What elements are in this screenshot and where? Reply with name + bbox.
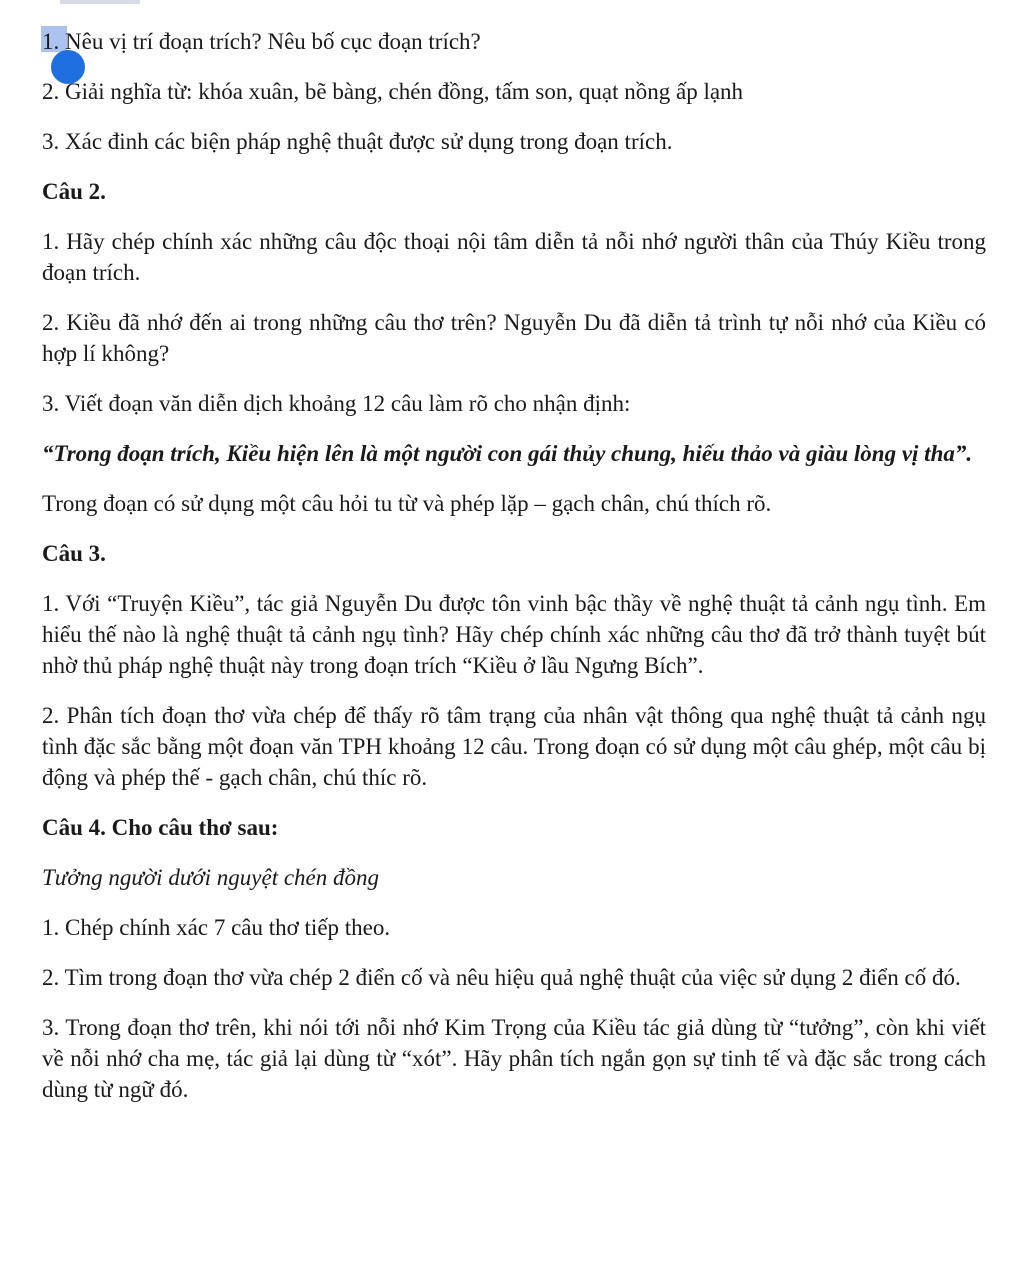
question-3-2: 2. Phân tích đoạn thơ vừa chép để thấy rõ tâm trạng của nhân vật thông qua nghệ thuật tả cảnh ngụ tình đặc sắc bằng một đoạn văn TPH khoảng 12 câu. Trong đoạn có sử dụng một câu ghép, một câu bị động và phép thế - gạch chân, chú thíc rõ.: [42, 703, 986, 790]
question-1-3: 3. Xác đinh các biện pháp nghệ thuật được sử dụng trong đoạn trích.: [42, 129, 673, 154]
question-2-3-note: Trong đoạn có sử dụng một câu hỏi tu từ và phép lặp – gạch chân, chú thích rõ.: [42, 491, 772, 516]
question-4-2: 2. Tìm trong đoạn thơ vừa chép 2 điển cố và nêu hiệu quả nghệ thuật của việc sử dụng 2 điển cố đó.: [42, 965, 961, 990]
question-3-1: 1. Với “Truyện Kiều”, tác giả Nguyễn Du được tôn vinh bậc thầy về nghệ thuật tả cảnh ngụ tình. Em hiểu thế nào là nghệ thuật tả cảnh ngụ tình? Hãy chép chính xác những câu thơ đã trở thành tuyệt bút nhờ thủ pháp nghệ thuật này trong đoạn trích “Kiều ở lầu Ngưng Bích”.: [42, 591, 986, 678]
top-strip: [60, 0, 140, 4]
document-body: [42, 26, 986, 1105]
question-2-1: 1. Hãy chép chính xác những câu độc thoại nội tâm diễn tả nỗi nhớ người thân của Thúy Kiều trong đoạn trích.: [42, 229, 986, 285]
question-2-3: 3. Viết đoạn văn diễn dịch khoảng 12 câu làm rõ cho nhận định:: [42, 391, 631, 416]
heading-cau-3: Câu 3.: [42, 541, 106, 566]
poem-line: Tưởng người dưới nguyệt chén đồng: [42, 865, 380, 890]
question-1-2: 2. Giải nghĩa từ: khóa xuân, bẽ bàng, chén đồng, tấm son, quạt nồng ấp lạnh: [42, 79, 744, 104]
question-4-3: 3. Trong đoạn thơ trên, khi nói tới nỗi nhớ Kim Trọng của Kiều tác giả dùng từ “tưởng”, còn khi viết về nỗi nhớ cha mẹ, tác giả lại dùng từ “xót”. Hãy phân tích ngắn gọn sự tinh tế và đặc sắc trong cách dùng từ ngữ đó.: [42, 1015, 986, 1102]
quoted-statement: “Trong đoạn trích, Kiều hiện lên là một người con gái thủy chung, hiếu thảo và giàu lòng vị tha”.: [42, 441, 973, 466]
question-1-1: 1. Nêu vị trí đoạn trích? Nêu bố cục đoạn trích?: [42, 29, 481, 54]
heading-cau-2: Câu 2.: [42, 179, 106, 204]
question-2-2: 2. Kiều đã nhớ đến ai trong những câu thơ trên? Nguyễn Du đã diễn tả trình tự nỗi nhớ của Kiều có hợp lí không?: [42, 310, 986, 366]
heading-cau-4: Câu 4. Cho câu thơ sau:: [42, 815, 279, 840]
question-4-1: 1. Chép chính xác 7 câu thơ tiếp theo.: [42, 915, 391, 940]
